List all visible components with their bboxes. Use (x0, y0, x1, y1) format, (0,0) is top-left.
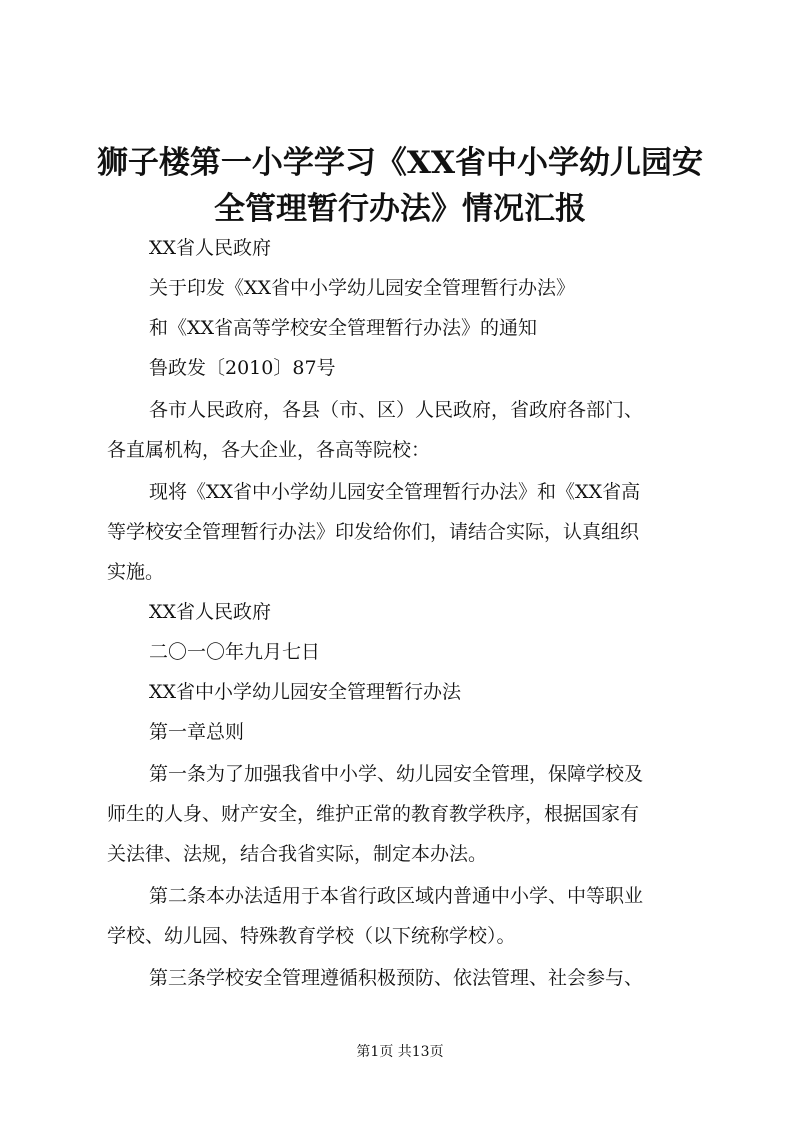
paragraph-line: 学校、幼儿园、特殊教育学校（以下统称学校）。 (107, 925, 516, 947)
signature-issuer: XX省人民政府 (149, 601, 272, 623)
paragraph-line: 第一条为了加强我省中小学、幼儿园安全管理，保障学校及 (149, 763, 644, 785)
paragraph-line: 各市人民政府，各县（市、区）人民政府，省政府各部门、 (149, 399, 644, 421)
document-title-line-1: 狮子楼第一小学学习《XX省中小学幼儿园安 (96, 145, 704, 181)
document-title-line-2: 全管理暂行办法》情况汇报 (214, 191, 586, 227)
document-number: 鲁政发〔2010〕87号 (149, 357, 336, 379)
paragraph-line: 第二条本办法适用于本省行政区域内普通中小学、中等职业 (149, 885, 644, 907)
notice-title-line-1: 关于印发《XX省中小学幼儿园安全管理暂行办法》 (149, 277, 576, 299)
page-footer: 第1页 共13页 (356, 1044, 444, 1060)
chapter-heading: 第一章总则 (149, 721, 245, 743)
paragraph-line: 实施。 (107, 561, 165, 583)
paragraph-line: 师生的人身、财产安全，维护正常的教育教学秩序，根据国家有 (107, 803, 640, 825)
signature-date: 二〇一〇年九月七日 (149, 641, 321, 663)
regulation-title: XX省中小学幼儿园安全管理暂行办法 (149, 681, 462, 703)
issuer-line: XX省人民政府 (149, 237, 272, 259)
paragraph-line: 等学校安全管理暂行办法》印发给你们，请结合实际，认真组织 (107, 521, 640, 543)
paragraph-line: 各直属机构，各大企业，各高等院校： (107, 439, 431, 461)
paragraph-line: 关法律、法规，结合我省实际，制定本办法。 (107, 843, 488, 865)
paragraph-line: 第三条学校安全管理遵循积极预防、依法管理、社会参与、 (149, 967, 644, 989)
notice-title-line-2: 和《XX省高等学校安全管理暂行办法》的通知 (149, 317, 538, 339)
paragraph-line: 现将《XX省中小学幼儿园安全管理暂行办法》和《XX省高 (149, 481, 641, 503)
